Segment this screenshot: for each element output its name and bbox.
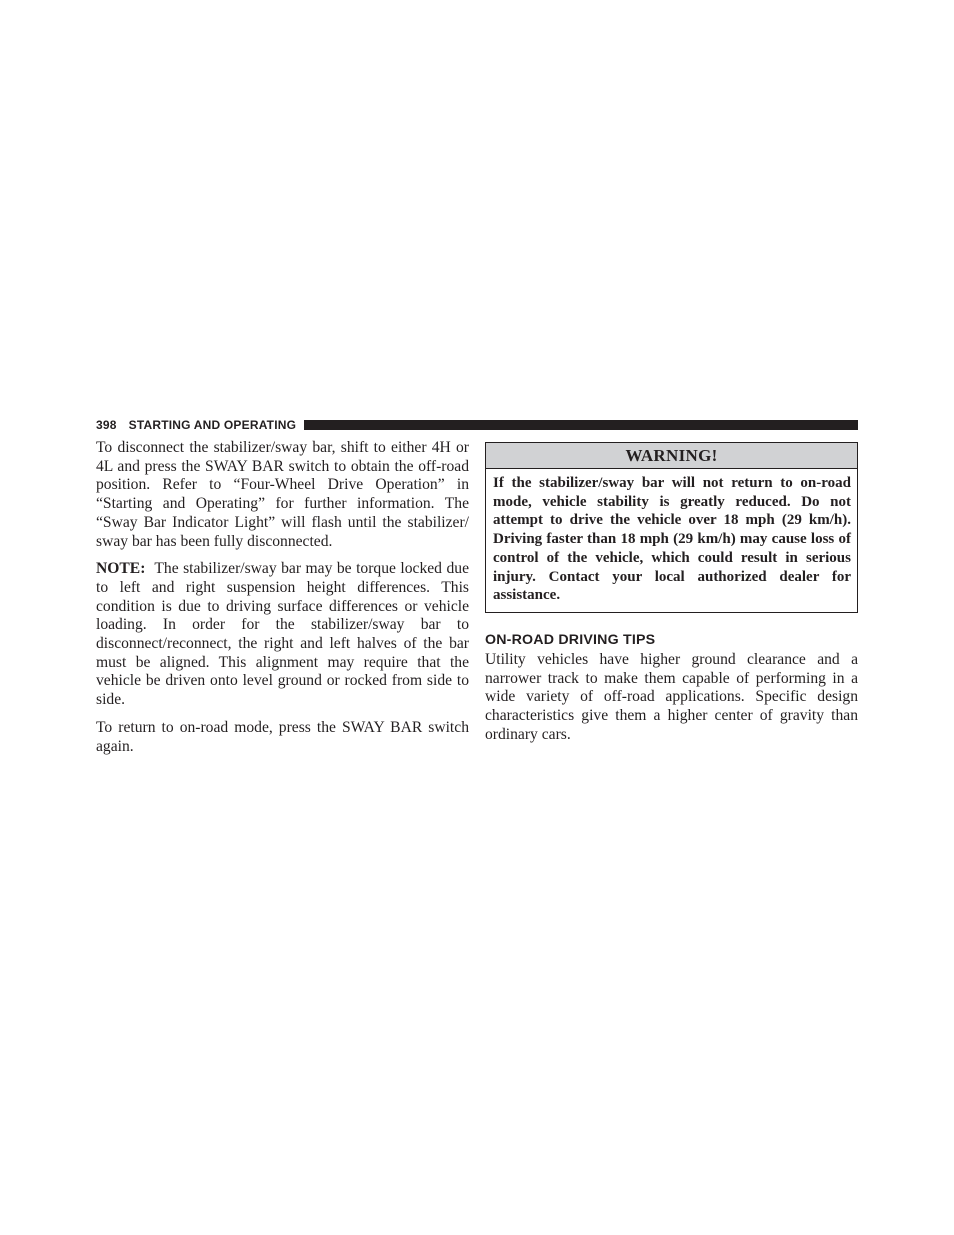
disconnect-paragraph: To disconnect the stabilizer/sway bar, shift to either 4H or 4L and press the SWAY BAR switch to obtain the off-road position. Refer to “Four-Wheel Drive Operation” in “Starting and Operating” for further information. The “Sway Bar Indicator Light” will flash until the stabilizer/ sway bar has been fully disconnected. bbox=[96, 439, 469, 550]
page-number: 398 bbox=[96, 418, 117, 432]
right-column bbox=[485, 442, 858, 744]
page-header bbox=[96, 417, 858, 433]
note-label: NOTE: bbox=[96, 560, 146, 578]
section-title: STARTING AND OPERATING bbox=[128, 418, 297, 432]
header-rule bbox=[304, 420, 858, 430]
warning-box bbox=[485, 442, 858, 613]
return-paragraph: To return to on-road mode, press the SWAY BAR switch again. bbox=[96, 718, 469, 755]
warning-title: WARNING! bbox=[486, 443, 857, 469]
left-column bbox=[96, 439, 469, 765]
on-road-paragraph: Utility vehicles have higher ground clearance and a narrower track to make them capable of performing in a wide variety of off-road applications. Specific design characteristics give them a higher center of gravity than ordinary cars. bbox=[485, 650, 858, 743]
warning-text: If the stabilizer/sway bar will not return to on-road mode, vehicle stability is greatly reduced. Do not attempt to drive the vehicle over 18 mph (29 km/h). Driving faster than 18 mph (29 km/h) may cause loss of control of the vehicle, which could result in serious injury. Contact your local authorized dealer for assistance. bbox=[493, 475, 851, 604]
on-road-heading: ON-ROAD DRIVING TIPS bbox=[485, 631, 656, 648]
note-paragraph bbox=[96, 560, 469, 710]
note-text: The stabilizer/sway bar may be torque locked due to left and right suspension height differences. This condition is due to driving surface differences or vehicle loading. In order for the stabilizer/sway bar to disconnect/reconnect, the right and left halves of the bar must be aligned. This alignment may require that the vehicle be driven onto level ground or rocked from side to side. bbox=[96, 560, 469, 709]
